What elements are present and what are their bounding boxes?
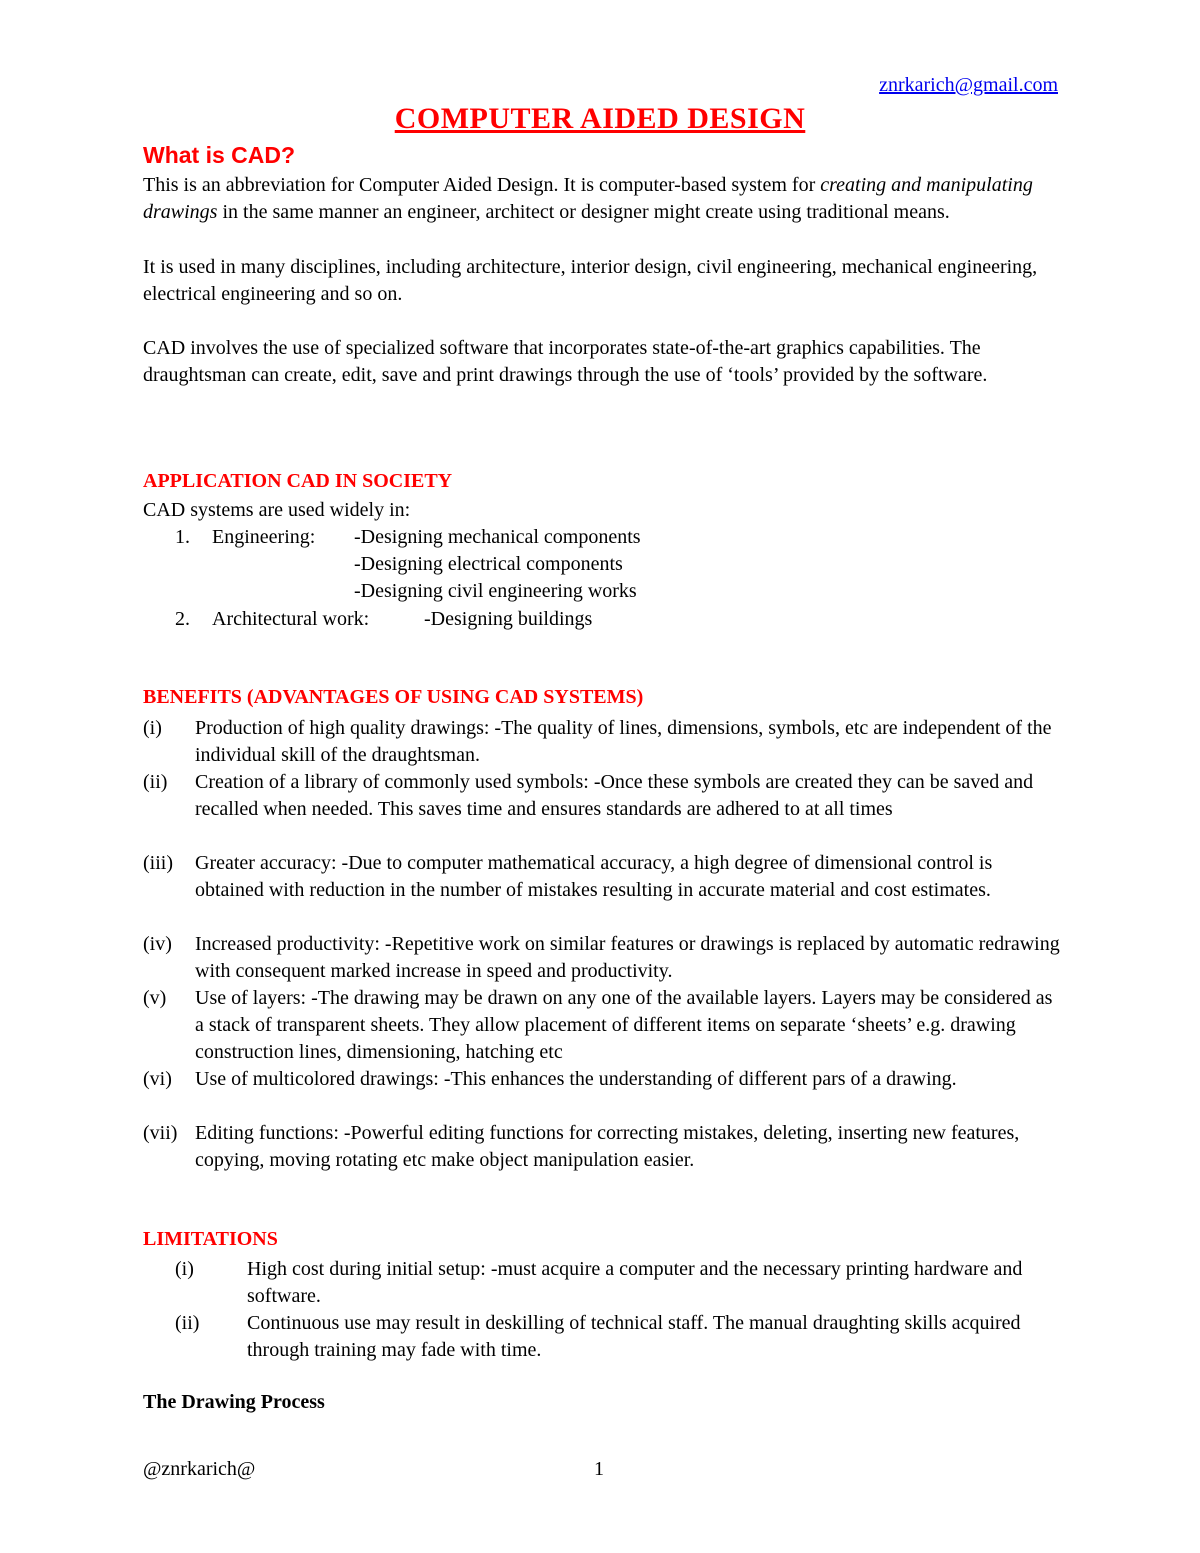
limitations-heading: LIMITATIONS	[143, 1228, 278, 1250]
applications-intro: CAD systems are used widely in:	[143, 499, 411, 521]
benefit-number: (iv)	[143, 933, 172, 955]
document-title: COMPUTER AIDED DESIGN	[394, 102, 806, 135]
applications-item-1-label: Engineering:	[212, 526, 316, 548]
benefit-number: (ii)	[143, 771, 168, 793]
limitation-text: High cost during initial setup: -must acquire a computer and the necessary printing hardware and software.	[247, 1258, 1023, 1307]
benefit-number: (v)	[143, 987, 167, 1009]
what-is-cad-paragraph-1: This is an abbreviation for Computer Aided Design. It is computer-based system for creating and manipulating drawings in the same manner an engineer, architect or designer might create using traditional means.	[143, 174, 1033, 223]
footer-handle: @znrkarich@	[143, 1458, 256, 1480]
benefits-heading: BENEFITS (ADVANTAGES OF USING CAD SYSTEMS)	[143, 686, 644, 708]
benefit-number: (vii)	[143, 1122, 178, 1144]
drawing-process-heading: The Drawing Process	[143, 1391, 325, 1413]
applications-item-2-line-1: -Designing buildings	[424, 608, 593, 630]
benefit-text: Greater accuracy: -Due to computer mathematical accuracy, a high degree of dimensional control is obtained with reduction in the number of mistakes resulting in accurate material and cost estimates.	[195, 852, 993, 901]
limitation-number: (ii)	[175, 1312, 200, 1334]
benefit-text: Production of high quality drawings: -The quality of lines, dimensions, symbols, etc are independent of the individual skill of the draughtsman.	[195, 717, 1052, 766]
what-is-cad-paragraph-3: CAD involves the use of specialized software that incorporates state-of-the-art graphics capabilities. The draughtsman can create, edit, save and print drawings through the use of ‘tools’ provided by the software.	[143, 337, 988, 386]
what-is-cad-paragraph-2: It is used in many disciplines, including architecture, interior design, civil engineering, mechanical engineering, electrical engineering and so on.	[143, 256, 1038, 305]
limitation-text: Continuous use may result in deskilling of technical staff. The manual draughting skills acquired through training may fade with time.	[247, 1312, 1021, 1361]
benefit-number: (i)	[143, 717, 162, 739]
applications-item-1-line-2: -Designing electrical components	[354, 553, 623, 575]
benefit-text: Increased productivity: -Repetitive work on similar features or drawings is replaced by automatic redrawing with consequent marked increase in speed and productivity.	[195, 933, 1060, 982]
applications-heading: APPLICATION CAD IN SOCIETY	[143, 470, 453, 492]
applications-item-1-line-1: -Designing mechanical components	[354, 526, 641, 548]
applications-item-1-number: 1.	[175, 526, 190, 548]
benefit-text: Creation of a library of commonly used symbols: -Once these symbols are created they can be saved and recalled when needed. This saves time and ensures standards are adhered to at all times	[195, 771, 1034, 820]
limitation-number: (i)	[175, 1258, 194, 1280]
author-email-link[interactable]: znrkarich@gmail.com	[879, 74, 1058, 96]
applications-item-2-number: 2.	[175, 608, 190, 630]
what-is-cad-heading: What is CAD?	[143, 142, 296, 168]
benefit-number: (iii)	[143, 852, 173, 874]
benefit-text: Use of multicolored drawings: -This enhances the understanding of different pars of a drawing.	[195, 1068, 957, 1090]
benefit-number: (vi)	[143, 1068, 172, 1090]
benefit-text: Editing functions: -Powerful editing functions for correcting mistakes, deleting, inserting new features, copying, moving rotating etc make object manipulation easier.	[195, 1122, 1020, 1171]
page-number: 1	[594, 1458, 604, 1480]
applications-item-1-line-3: -Designing civil engineering works	[354, 580, 637, 602]
benefit-text: Use of layers: -The drawing may be drawn on any one of the available layers. Layers may be considered as a stack of transparent sheets. They allow placement of different items on separate ‘sheets’ e.g. drawing construction lines, dimensioning, hatching etc	[195, 987, 1053, 1063]
applications-item-2-label: Architectural work:	[212, 608, 370, 630]
